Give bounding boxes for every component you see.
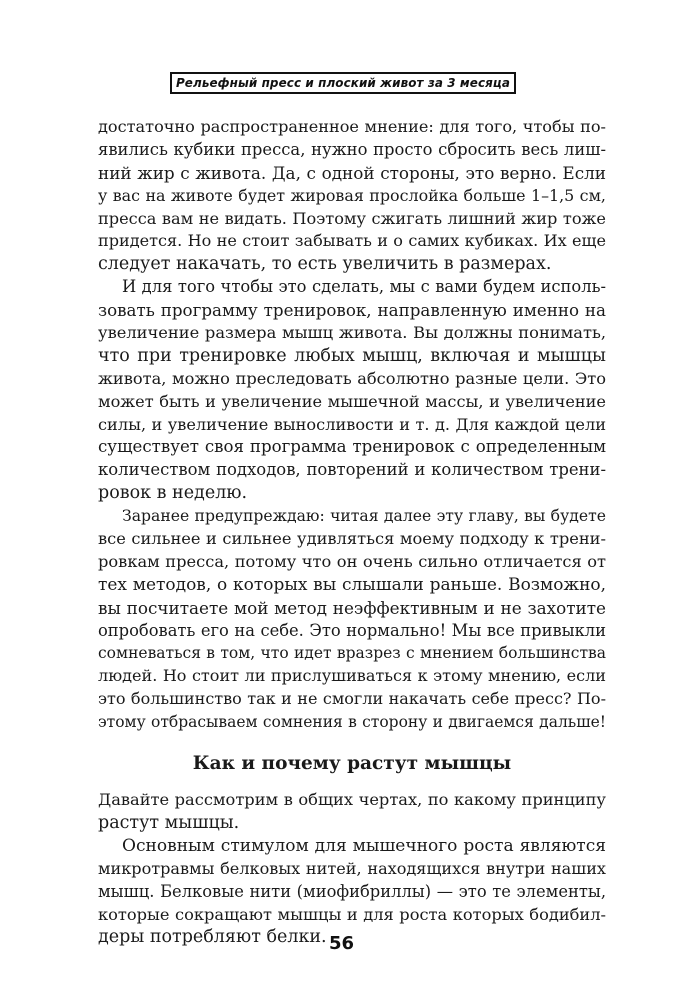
paragraph: [98, 505, 606, 734]
text-line: И для того чтобы это сделать, мы с вами будем исполь-: [122, 277, 606, 297]
text-line: мышц. Белковые нити (миофибриллы) — это те элементы,: [98, 881, 606, 901]
text-line: следует накачать, то есть увеличить в размерах.: [98, 254, 552, 275]
text-line: явились кубики пресса, нужно просто сбросить весь лиш-: [98, 139, 606, 159]
text-line: силы, и увеличение выносливости и т. д. Для каждой цели: [98, 414, 606, 434]
text-line: которые сокращают мышцы и для роста которых бодибил-: [98, 904, 606, 924]
text-line: существует своя программа тренировок с определенным: [98, 437, 606, 457]
text-line: этому отбрасываем сомнения в сторону и двигаемся дальше!: [98, 713, 606, 732]
text-line: Заранее предупреждаю: читая далее эту главу, вы будете: [122, 507, 606, 526]
section-heading: Как и почему растут мышцы: [192, 753, 512, 775]
text-line: вы посчитаете мой метод неэффективным и не захотите: [98, 597, 606, 618]
text-line: все сильнее и сильнее удивляться моему подходу к трени-: [98, 529, 606, 549]
text-line: Основным стимулом для мышечного роста являются: [122, 835, 606, 856]
text-line: что при тренировке любых мышц, включая и мышцы: [98, 345, 606, 366]
text-line: живота, можно преследовать абсолютно разные цели. Это: [98, 368, 606, 388]
page-body: [98, 116, 606, 949]
text-line: придется. Но не стоит забывать и о самих кубиках. Их еще: [98, 231, 606, 251]
page-number: 56: [328, 933, 355, 954]
paragraph: [98, 276, 606, 505]
text-line: тех методов, о которых вы слышали раньше. Возможно,: [98, 574, 606, 595]
text-line: может быть и увеличение мышечной массы, и увеличение: [98, 391, 606, 411]
text-line: это большинство так и не смогли накачать себе пресс? По-: [98, 689, 606, 709]
text-line: увеличение размера мышц живота. Вы должны понимать,: [98, 323, 606, 343]
text-line: растут мышцы.: [98, 812, 240, 833]
text-line: достаточно распространенное мнение: для того, чтобы по-: [98, 117, 606, 136]
paragraph: [98, 789, 606, 835]
text-line: сомневаться в том, что идет вразрез с мнением большинства: [98, 644, 606, 663]
text-line: ний жир с живота. Да, с одной стороны, это верно. Если: [98, 162, 606, 183]
text-line: ровкам пресса, потому что он очень сильно отличается от: [98, 551, 606, 571]
text-line: людей. Но стоит ли прислушиваться к этому мнению, если: [98, 666, 606, 686]
text-line: микротравмы белковых нитей, находящихся внутри наших: [98, 858, 606, 878]
text-line: деры потребляют белки.: [98, 927, 327, 948]
running-header: [170, 72, 516, 94]
text-line: ровок в неделю.: [98, 483, 248, 504]
paragraph: [98, 116, 606, 276]
text-line: опробовать его на себе. Это нормально! Мы все привыкли: [98, 620, 606, 640]
running-header-title: Рельефный пресс и плоский живот за 3 месяца: [175, 76, 511, 90]
text-line: пресса вам не видать. Поэтому сжигать лишний жир тоже: [98, 208, 606, 228]
text-line: количеством подходов, повторений и количеством трени-: [98, 460, 606, 480]
text-line: зовать программу тренировок, направленную именно на: [98, 300, 606, 321]
text-line: у вас на животе будет жировая прослойка больше 1–1,5 см,: [98, 185, 606, 205]
text-line: Давайте рассмотрим в общих чертах, по какому принципу: [98, 790, 606, 810]
